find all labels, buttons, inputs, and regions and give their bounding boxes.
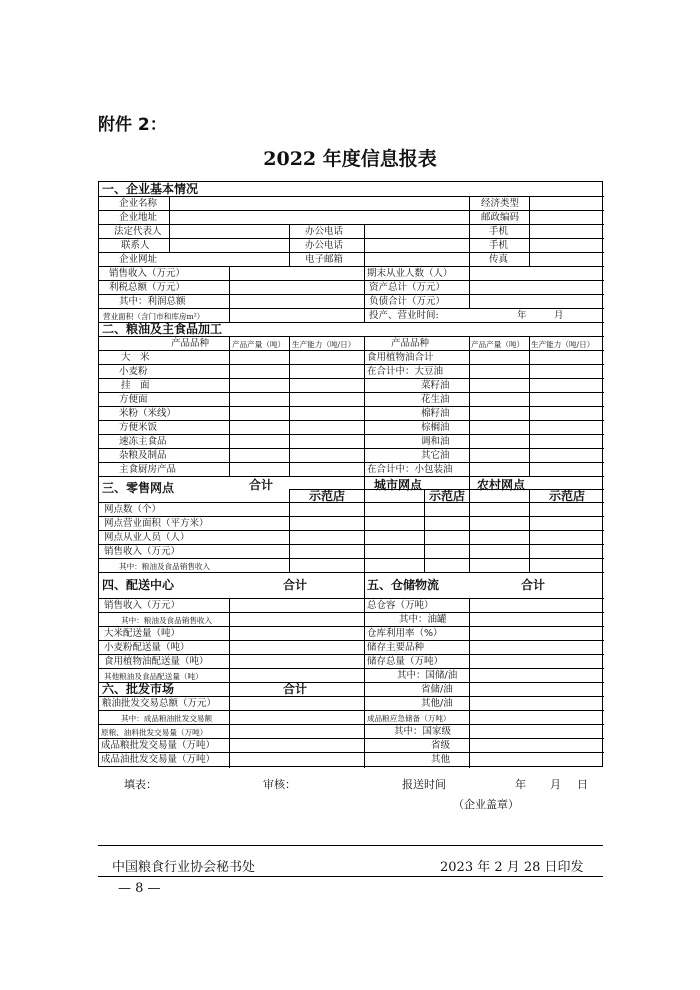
label-postal-code: 邮政编码	[481, 212, 520, 223]
retail-row-area: 网点营业面积（平方米）	[104, 518, 209, 529]
storage-row-total: 储存总量（万吨）	[367, 656, 444, 667]
item-wheat-flour: 小麦粉	[119, 366, 148, 377]
header-capacity-right: 生产能力（吨/日）	[531, 340, 595, 349]
item-other-oil: 其它油	[421, 450, 450, 461]
wholesale-row-oil: 成品油批发交易量（万吨）	[101, 754, 216, 765]
label-op-month: 月	[554, 310, 564, 321]
label-contact: 联系人	[121, 240, 150, 251]
item-frozen-staple: 速冻主食品	[119, 436, 167, 447]
reserve-row-other: 其他	[431, 754, 451, 765]
footer-bottom-rule	[98, 876, 603, 877]
submit-year: 年	[515, 778, 526, 791]
form-title: 2022 年度信息报表	[263, 148, 437, 170]
label-profit-total: 其中：利润总额	[119, 296, 186, 307]
footer-top-rule	[98, 845, 603, 846]
label-employees: 期末从业人数（人）	[367, 268, 453, 279]
info-report-form	[98, 181, 603, 767]
section-processing: 二、粮油及主食品加工	[102, 322, 223, 336]
reserve-row-provincial: 省级	[431, 740, 451, 751]
label-website: 企业网址	[119, 254, 158, 265]
item-rice: 大 米	[121, 352, 150, 363]
section-distribution: 四、配送中心	[102, 578, 175, 592]
item-rapeseed-oil: 菜籽油	[421, 380, 450, 391]
item-instant-rice: 方便米饭	[119, 422, 158, 433]
item-rice-noodle: 米粉（米线）	[119, 408, 177, 419]
label-company-name: 企业名称	[119, 198, 158, 209]
section-wholesale: 六、批发市场	[102, 682, 175, 696]
section-retail: 三、零售网点	[102, 481, 175, 495]
attachment-label: 附件 2：	[98, 115, 167, 135]
retail-city-header: 城市网点	[374, 478, 423, 492]
storage-row-national: 其中：国储/油	[397, 670, 458, 681]
wholesale-row-grain: 成品粮批发交易量（万吨）	[101, 740, 216, 751]
dist-row-flour: 小麦粉配送量（吨）	[104, 642, 190, 653]
storage-row-capacity: 总仓容（万吨）	[367, 600, 434, 611]
item-blended-oil: 调和油	[421, 436, 450, 447]
item-coarse-grain: 杂粮及制品	[119, 450, 167, 461]
item-instant-noodles: 方便面	[119, 394, 148, 405]
dist-row-rice: 大米配送量（吨）	[104, 628, 181, 639]
wholesale-total-header: 合计	[283, 682, 308, 696]
item-small-pack-oil: 在合计中：小包装油	[367, 464, 453, 475]
header-product-left: 产品品种	[171, 338, 210, 349]
item-soybean-oil: 在合计中：大豆油	[367, 366, 444, 377]
item-peanut-oil: 花生油	[421, 394, 450, 405]
filler-label: 填表：	[124, 778, 157, 791]
storage-row-tanks: 其中：油罐	[399, 614, 447, 625]
section-storage: 五、仓储物流	[367, 578, 440, 592]
storage-total-header: 合计	[521, 578, 546, 592]
label-mobile-2: 手机	[489, 240, 509, 251]
item-cottonseed-oil: 棉籽油	[421, 408, 450, 419]
retail-model-store-2: 示范店	[429, 489, 466, 503]
label-office-phone-1: 办公电话	[305, 226, 344, 237]
storage-row-provincial: 省储/油	[421, 684, 453, 695]
reviewer-label: 审核：	[263, 778, 296, 791]
distribution-total-header: 合计	[283, 578, 308, 592]
retail-row-staff: 网点从业人员（人）	[104, 532, 190, 543]
item-noodles: 挂 面	[121, 380, 150, 391]
retail-row-grain-revenue: 其中：粮油及食品销售收入	[119, 562, 211, 571]
dist-row-grain-revenue: 其中：粮油及食品销售收入	[121, 616, 213, 625]
header-product-right: 产品品种	[391, 338, 430, 349]
page-number: — 8 —	[118, 881, 161, 896]
label-email: 电子邮箱	[305, 254, 344, 265]
retail-rural-header: 农村网点	[477, 478, 526, 492]
submit-day: 日	[577, 778, 588, 791]
dist-row-other: 其他粮油及食品配送量（吨）	[104, 672, 203, 681]
retail-model-store-1: 示范店	[309, 489, 346, 503]
submit-month: 月	[550, 778, 561, 791]
retail-model-store-3: 示范店	[549, 489, 586, 503]
wholesale-row-total: 粮油批发交易总额（万元）	[102, 698, 217, 709]
label-op-year: 年	[517, 310, 527, 321]
retail-total-header: 合计	[249, 478, 274, 492]
label-economic-type: 经济类型	[481, 198, 520, 209]
dist-row-oil: 食用植物油配送量（吨）	[104, 656, 209, 667]
footer-date: 2023 年 2 月 28 日印发	[440, 860, 584, 875]
retail-row-outlets: 网点数（个）	[104, 504, 162, 515]
label-company-address: 企业地址	[119, 212, 158, 223]
submit-time-label: 报送时间	[402, 778, 446, 791]
label-fax: 传真	[489, 254, 509, 265]
label-total-assets: 资产总计（万元）	[369, 282, 446, 293]
header-output-left: 产品产量（吨）	[232, 340, 286, 349]
footer-issuer: 中国粮食行业协会秘书处	[112, 860, 256, 875]
label-business-area: 营业面积（含门市和库房m²）	[103, 312, 205, 321]
label-tax-total: 利税总额（万元）	[109, 282, 186, 293]
label-mobile-1: 手机	[489, 226, 509, 237]
item-veg-oil-total: 食用植物油合计	[367, 352, 434, 363]
header-output-right: 产品产量（吨）	[471, 340, 525, 349]
label-operation-time: 投产、营业时间:	[369, 310, 439, 321]
storage-row-varieties: 储存主要品种	[367, 642, 425, 653]
section-basic-info: 一、企业基本情况	[102, 182, 199, 196]
label-sales-revenue: 销售收入（万元）	[109, 268, 186, 279]
wholesale-row-finished: 其中：成品粮油批发交易额	[121, 714, 213, 723]
label-office-phone-2: 办公电话	[305, 240, 344, 251]
reserve-row-total: 成品粮应急储备（万吨）	[367, 714, 451, 723]
storage-row-utilization: 仓库利用率（%）	[367, 628, 443, 639]
reserve-row-national: 其中：国家级	[394, 726, 452, 737]
header-capacity-left: 生产能力（吨/日）	[292, 340, 356, 349]
retail-row-revenue: 销售收入（万元）	[104, 546, 181, 557]
wholesale-row-raw: 原粮、油料批发交易量（万吨）	[101, 728, 208, 737]
label-total-liabilities: 负债合计（万元）	[369, 296, 446, 307]
item-palm-oil: 棕榈油	[421, 422, 450, 433]
dist-row-revenue: 销售收入（万元）	[104, 600, 181, 611]
label-legal-rep: 法定代表人	[114, 226, 162, 237]
item-staple-kitchen: 主食厨房产品	[119, 464, 177, 475]
company-seal-label: （企业盖章）	[453, 798, 519, 811]
storage-row-other: 其他/油	[421, 698, 453, 709]
